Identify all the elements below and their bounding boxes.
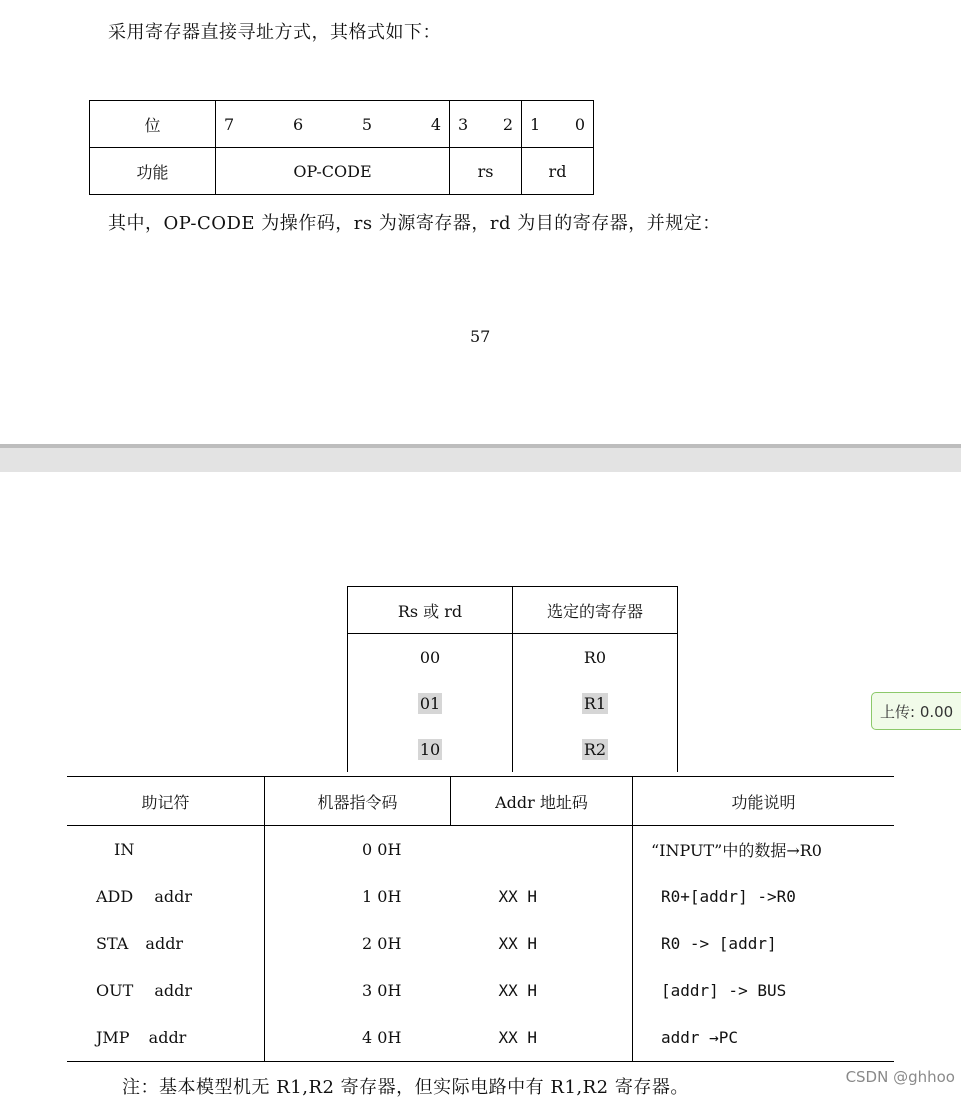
note-text: 注：基本模型机无 R1,R2 寄存器，但实际电路中有 R1,R2 寄存器。 [122,1077,689,1098]
page-gap [0,448,961,472]
machine-code: 1 0H [265,873,451,920]
table-row [348,726,678,772]
header-selected-register: 选定的寄存器 [513,587,678,634]
register-select-table [347,586,678,772]
bit-4: 4 [430,114,441,134]
watermark: CSDN @ghhoo [845,1068,955,1086]
mnemonic: IN [114,840,135,859]
instruction-format-table [89,100,594,195]
function-desc: [addr] -> BUS [633,967,895,1014]
instruction-table [67,776,894,1062]
addr-code: XX H [498,981,538,1000]
operand: addr [145,934,184,953]
table-row [67,920,894,967]
header-function: 功能说明 [633,777,895,826]
mnemonic: ADD [96,887,134,906]
operand: addr [148,1028,187,1047]
bit-5: 5 [361,114,373,134]
machine-code: 4 0H [265,1014,451,1062]
explain-text: 其中，OP-CODE 为操作码，rs 为源寄存器，rd 为目的寄存器，并规定： [108,213,721,234]
bit-1: 1 [530,114,541,134]
function-desc: R0 -> [addr] [633,920,895,967]
bit-2: 2 [502,114,513,134]
table-row [67,967,894,1014]
header-rs-rd: Rs 或 rd [348,587,513,634]
rd-bits [522,101,594,148]
reg-code: 00 [419,647,441,667]
reg-name: R1 [583,693,607,713]
upload-status-badge[interactable]: 上传: 0.00 [871,692,961,730]
opcode-field: OP-CODE [216,148,450,195]
operand: addr [154,887,192,906]
header-mnemonic: 助记符 [67,777,265,826]
reg-name: R2 [583,739,607,759]
rd-field: rd [522,148,594,195]
header-machine-code: 机器指令码 [265,777,451,826]
machine-code: 2 0H [265,920,451,967]
table-row [348,634,678,681]
bit-6: 6 [292,114,304,134]
machine-code: 3 0H [265,967,451,1014]
function-desc: addr →PC [633,1014,895,1062]
mnemonic: STA [96,934,129,953]
reg-code: 10 [419,739,441,759]
mnemonic: OUT [96,981,134,1000]
addr-code: XX H [498,934,538,953]
addr-code: XX H [451,1014,633,1062]
addr-code: XX H [498,887,538,906]
bit-7: 7 [224,114,235,134]
reg-code: 01 [419,693,441,713]
table-row [348,680,678,726]
rs-bits [450,101,522,148]
header-addr: Addr 地址码 [451,777,633,826]
bit-3: 3 [458,114,469,134]
table-row [67,1014,894,1062]
page-number: 57 [470,327,491,346]
bit-row-label: 位 [90,101,216,148]
function-row-label: 功能 [90,148,216,195]
function-desc: “INPUT”中的数据→R0 [633,826,895,874]
table-row [67,873,894,920]
opcode-bits [216,101,450,148]
bit-0: 0 [574,114,585,134]
rs-field: rs [450,148,522,195]
mnemonic: JMP [96,1028,130,1047]
intro-text: 采用寄存器直接寻址方式，其格式如下： [108,22,441,43]
function-desc: R0+[addr] ->R0 [633,873,895,920]
operand: addr [154,981,193,1000]
machine-code: 0 0H [265,826,451,874]
table-row [67,826,894,874]
addr-code [451,826,633,874]
reg-name: R0 [583,647,607,667]
